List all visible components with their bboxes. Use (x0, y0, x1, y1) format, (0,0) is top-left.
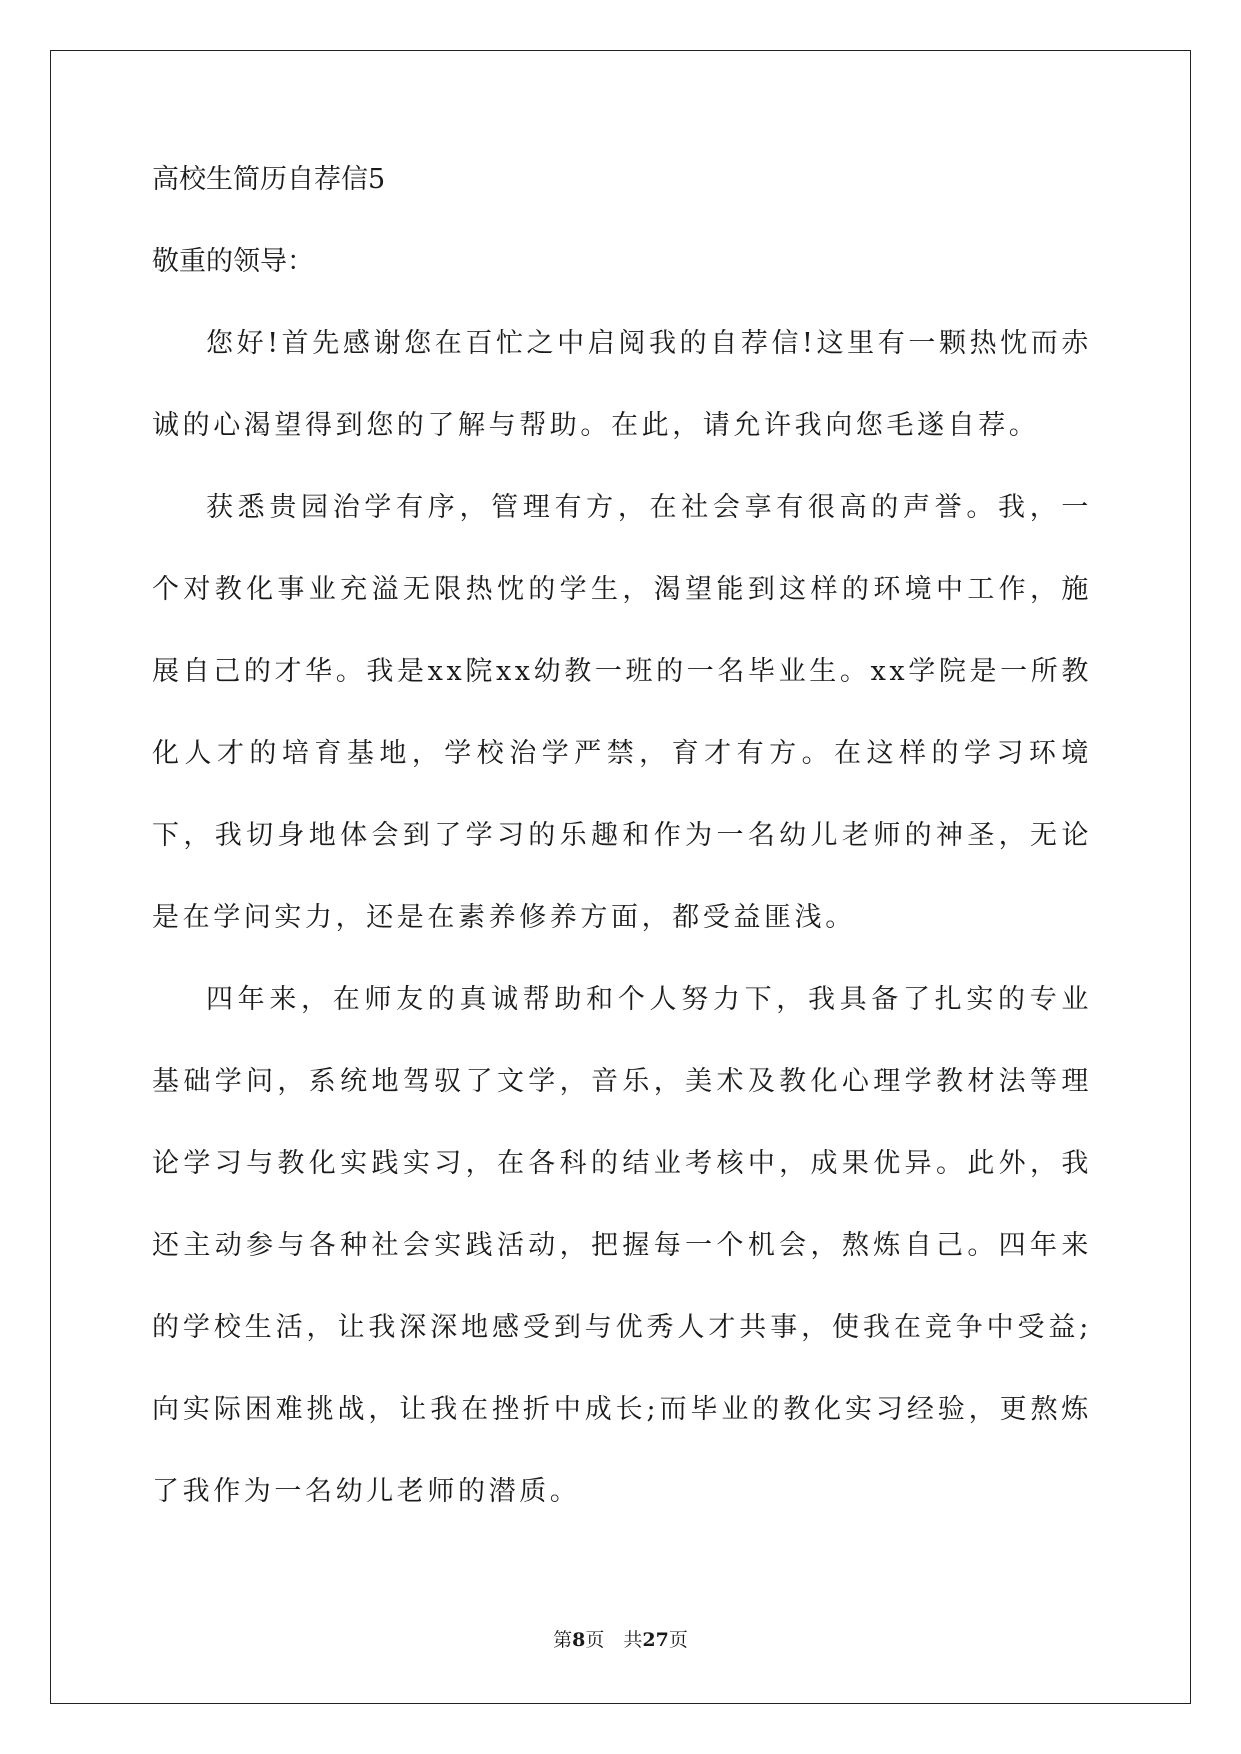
page-prefix: 第 (553, 1629, 573, 1651)
paragraph-1: 您好!首先感谢您在百忙之中启阅我的自荐信!这里有一颗热忱而赤诚的心渴望得到您的了解与帮助。在此，请允许我向您毛遂自荐。 (152, 328, 1092, 441)
page-footer (0, 1627, 1241, 1653)
page-number-current: 8 (572, 1629, 586, 1651)
salutation: 敬重的领导： (152, 246, 314, 277)
document-title: 高校生简历自荐信5 (152, 164, 386, 195)
paragraph-3: 四年来，在师友的真诚帮助和个人努力下，我具备了扎实的专业基础学问，系统地驾驭了文学，音乐，美术及教化心理学教材法等理论学习与教化实践实习，在各科的结业考核中，成果优异。此外，我还主动参与各种社会实践活动，把握每一个机会，熬炼自己。四年来的学校生活，让我深深地感受到与优秀人才共事，使我在竞争中受益;向实际困难挑战，让我在挫折中成长;而毕业的教化实习经验，更熬炼了我作为一名幼儿老师的潜质。 (152, 984, 1092, 1507)
paragraph-2: 获悉贵园治学有序，管理有方，在社会享有很高的声誉。我，一个对教化事业充溢无限热忱的学生，渴望能到这样的环境中工作，施展自己的才华。我是xx院xx幼教一班的一名毕业生。xx学院是一所教化人才的培育基地，学校治学严禁，育才有方。在这样的学习环境下，我切身地体会到了学习的乐趣和作为一名幼儿老师的神圣，无论是在学问实力，还是在素养修养方面，都受益匪浅。 (152, 492, 1092, 933)
page-number-total: 27 (642, 1629, 669, 1651)
page-suffix: 页 (668, 1629, 688, 1651)
document-body (152, 160, 1092, 1533)
page-mid: 页 共 (585, 1629, 643, 1651)
